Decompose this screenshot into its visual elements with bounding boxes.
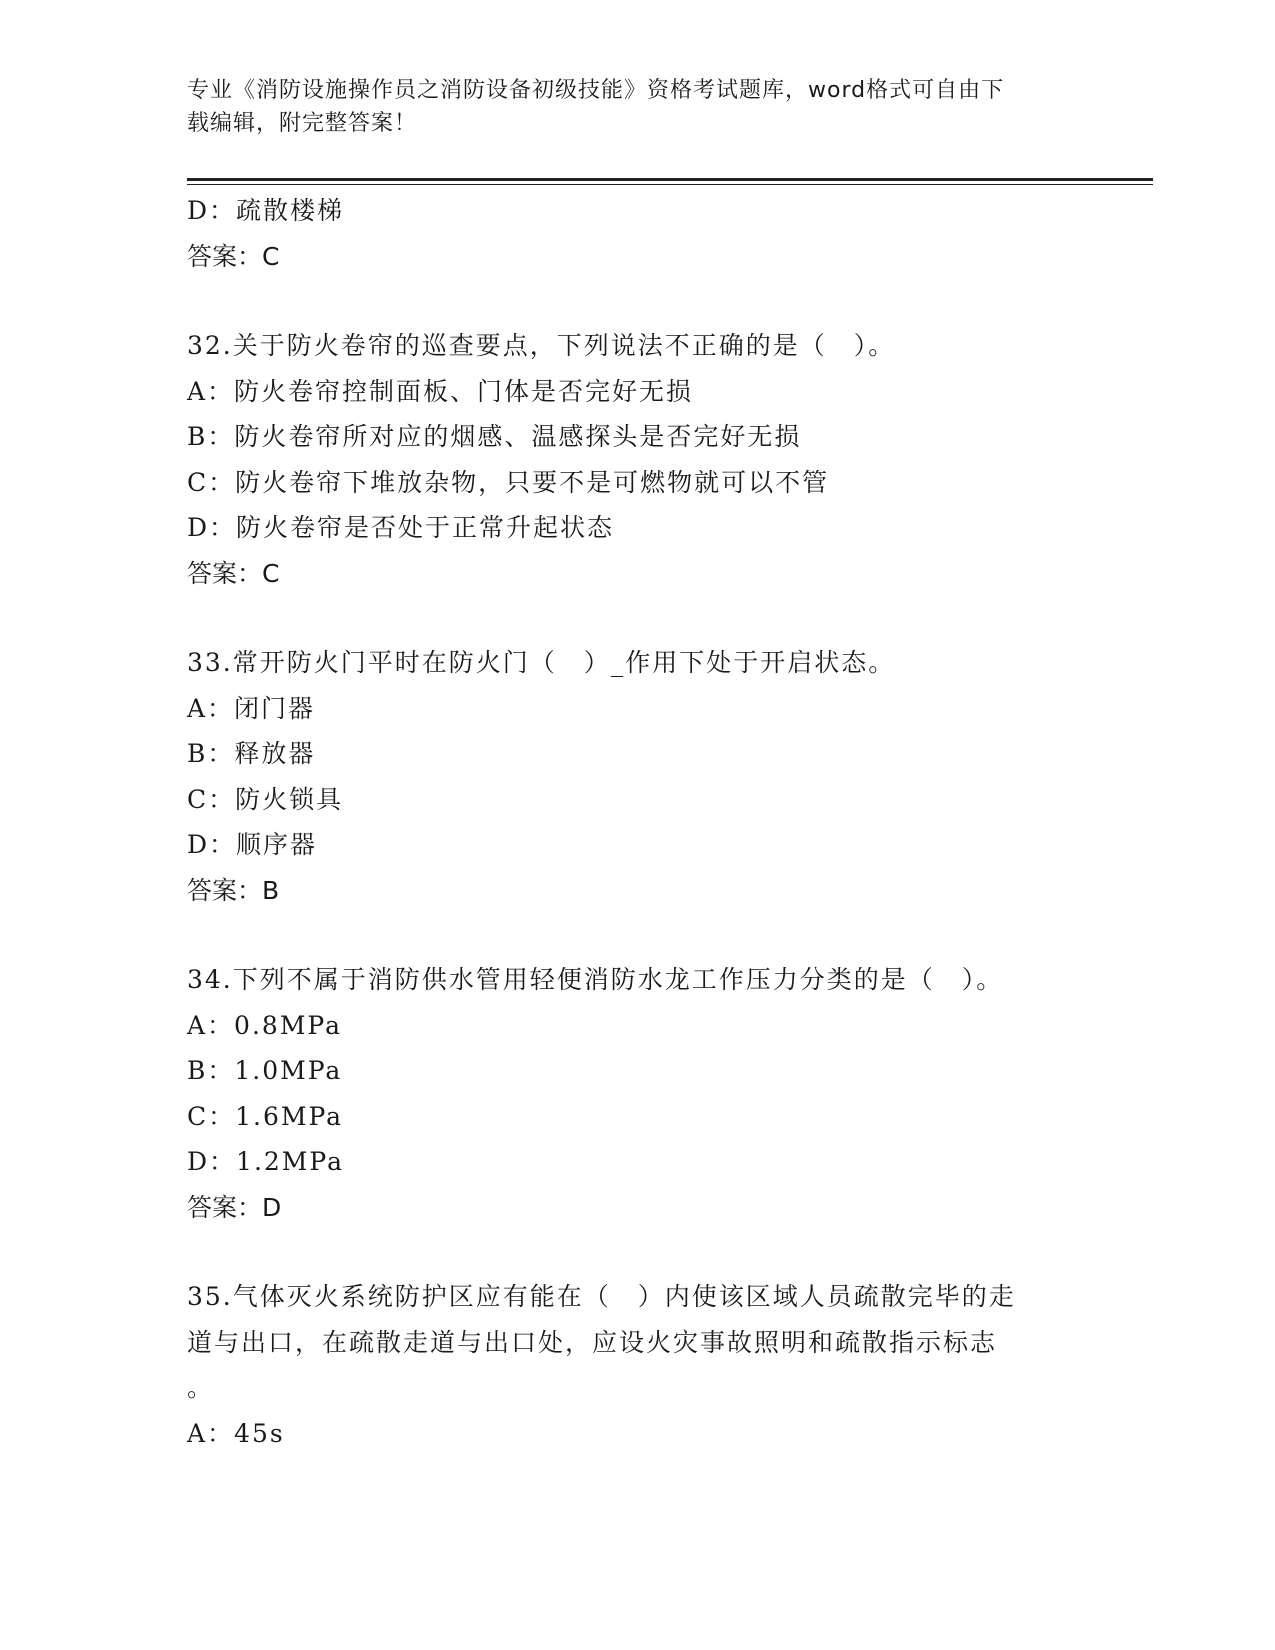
option-c: C：1.6MPa	[187, 1101, 344, 1131]
option-a: A：防火卷帘控制面板、门体是否完好无损	[187, 376, 694, 406]
option-c: C：防火卷帘下堆放杂物，只要不是可燃物就可以不管	[187, 467, 830, 497]
answer: 答案：C	[187, 241, 280, 271]
question-stem-line-3: 。	[187, 1373, 215, 1402]
option-c: C：防火锁具	[187, 784, 344, 814]
option-d: D：顺序器	[187, 830, 318, 859]
question-stem: 34.下列不属于消防供水管用轻便消防水龙工作压力分类的是（ ）。	[187, 965, 1004, 994]
option-d: D：疏散楼梯	[187, 196, 345, 225]
option-a: A：闭门器	[187, 693, 316, 723]
question-stem-line-1: 35.气体灭火系统防护区应有能在（ ）内使该区域人员疏散完毕的走	[187, 1282, 1016, 1311]
option-b: B：1.0MPa	[187, 1056, 343, 1085]
option-b: B：防火卷帘所对应的烟感、温感探头是否完好无损	[187, 422, 802, 451]
header-line-1: 专业《消防设施操作员之消防设备初级技能》资格考试题库，word格式可自由下	[187, 78, 1005, 103]
question-stem-line-2: 道与出口，在疏散走道与出口处，应设火灾事故照明和疏散指示标志	[187, 1327, 998, 1357]
question-35	[187, 1274, 1087, 1456]
option-a: A：0.8MPa	[187, 1010, 343, 1040]
question-34	[187, 957, 1087, 1230]
option-b: B：释放器	[187, 739, 316, 768]
option-a: A：45s	[187, 1418, 285, 1448]
answer: 答案：B	[187, 875, 280, 905]
option-d: D：1.2MPa	[187, 1147, 345, 1176]
question-stem: 33.常开防火门平时在防火门（ ）_作用下处于开启状态。	[187, 648, 896, 677]
header-divider-thin	[187, 184, 1153, 185]
page-header	[187, 74, 1067, 140]
question-stem: 32.关于防火卷帘的巡查要点，下列说法不正确的是（ ）。	[187, 331, 896, 360]
header-divider-thick	[187, 178, 1153, 181]
option-d: D：防火卷帘是否处于正常升起状态	[187, 513, 615, 542]
question-list	[187, 188, 1087, 1456]
answer: 答案：D	[187, 1192, 282, 1222]
question-33	[187, 640, 1087, 913]
header-line-2: 载编辑，附完整答案！	[187, 111, 418, 136]
question-32	[187, 323, 1087, 596]
answer: 答案：C	[187, 558, 280, 588]
